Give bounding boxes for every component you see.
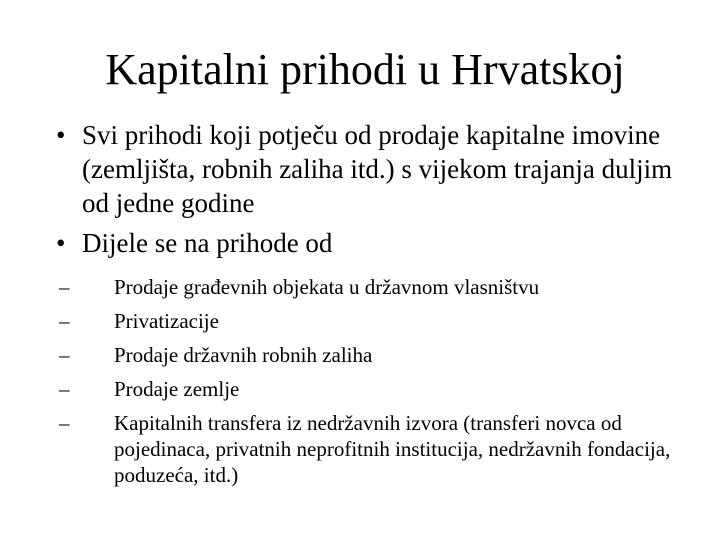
sub-bullet-text: Prodaje zemlje — [114, 377, 240, 401]
sub-bullet-item — [56, 410, 676, 488]
sub-bullet-marker: – — [59, 343, 70, 367]
sub-bullet-item — [56, 274, 676, 300]
sub-bullet-marker: – — [59, 309, 70, 333]
bullet-item — [56, 226, 676, 488]
bullet-list — [56, 118, 676, 496]
bullet-marker: • — [56, 228, 66, 258]
sub-bullet-list — [59, 274, 676, 488]
sub-bullet-text: Privatizacije — [114, 309, 219, 333]
sub-bullet-text: Kapitalnih transfera iz nedržavnih izvora (transferi novca od pojedinaca, privatnih neprofitnih institucija, nedržavnih fondacija, poduzeća, itd.) — [114, 411, 671, 487]
sub-bullet-text: Prodaje građevnih objekata u državnom vlasništvu — [114, 275, 540, 299]
sub-bullet-item — [56, 342, 676, 368]
bullet-marker: • — [56, 120, 66, 150]
sub-bullet-marker: – — [59, 377, 70, 401]
bullet-text: Svi prihodi koji potječu od prodaje kapitalne imovine (zemljišta, robnih zaliha itd.) s vijekom trajanja duljim od jedne godine — [82, 120, 673, 218]
sub-bullet-marker: – — [59, 275, 70, 299]
sub-bullet-text: Prodaje državnih robnih zaliha — [114, 343, 373, 367]
slide-title: Kapitalni prihodi u Hrvatskoj — [105, 45, 625, 94]
sub-bullet-marker: – — [59, 411, 70, 435]
bullet-item — [56, 118, 676, 220]
sub-bullet-item — [56, 308, 676, 334]
bullet-text: Dijele se na prihode od — [82, 228, 333, 258]
sub-bullet-item — [56, 376, 676, 402]
